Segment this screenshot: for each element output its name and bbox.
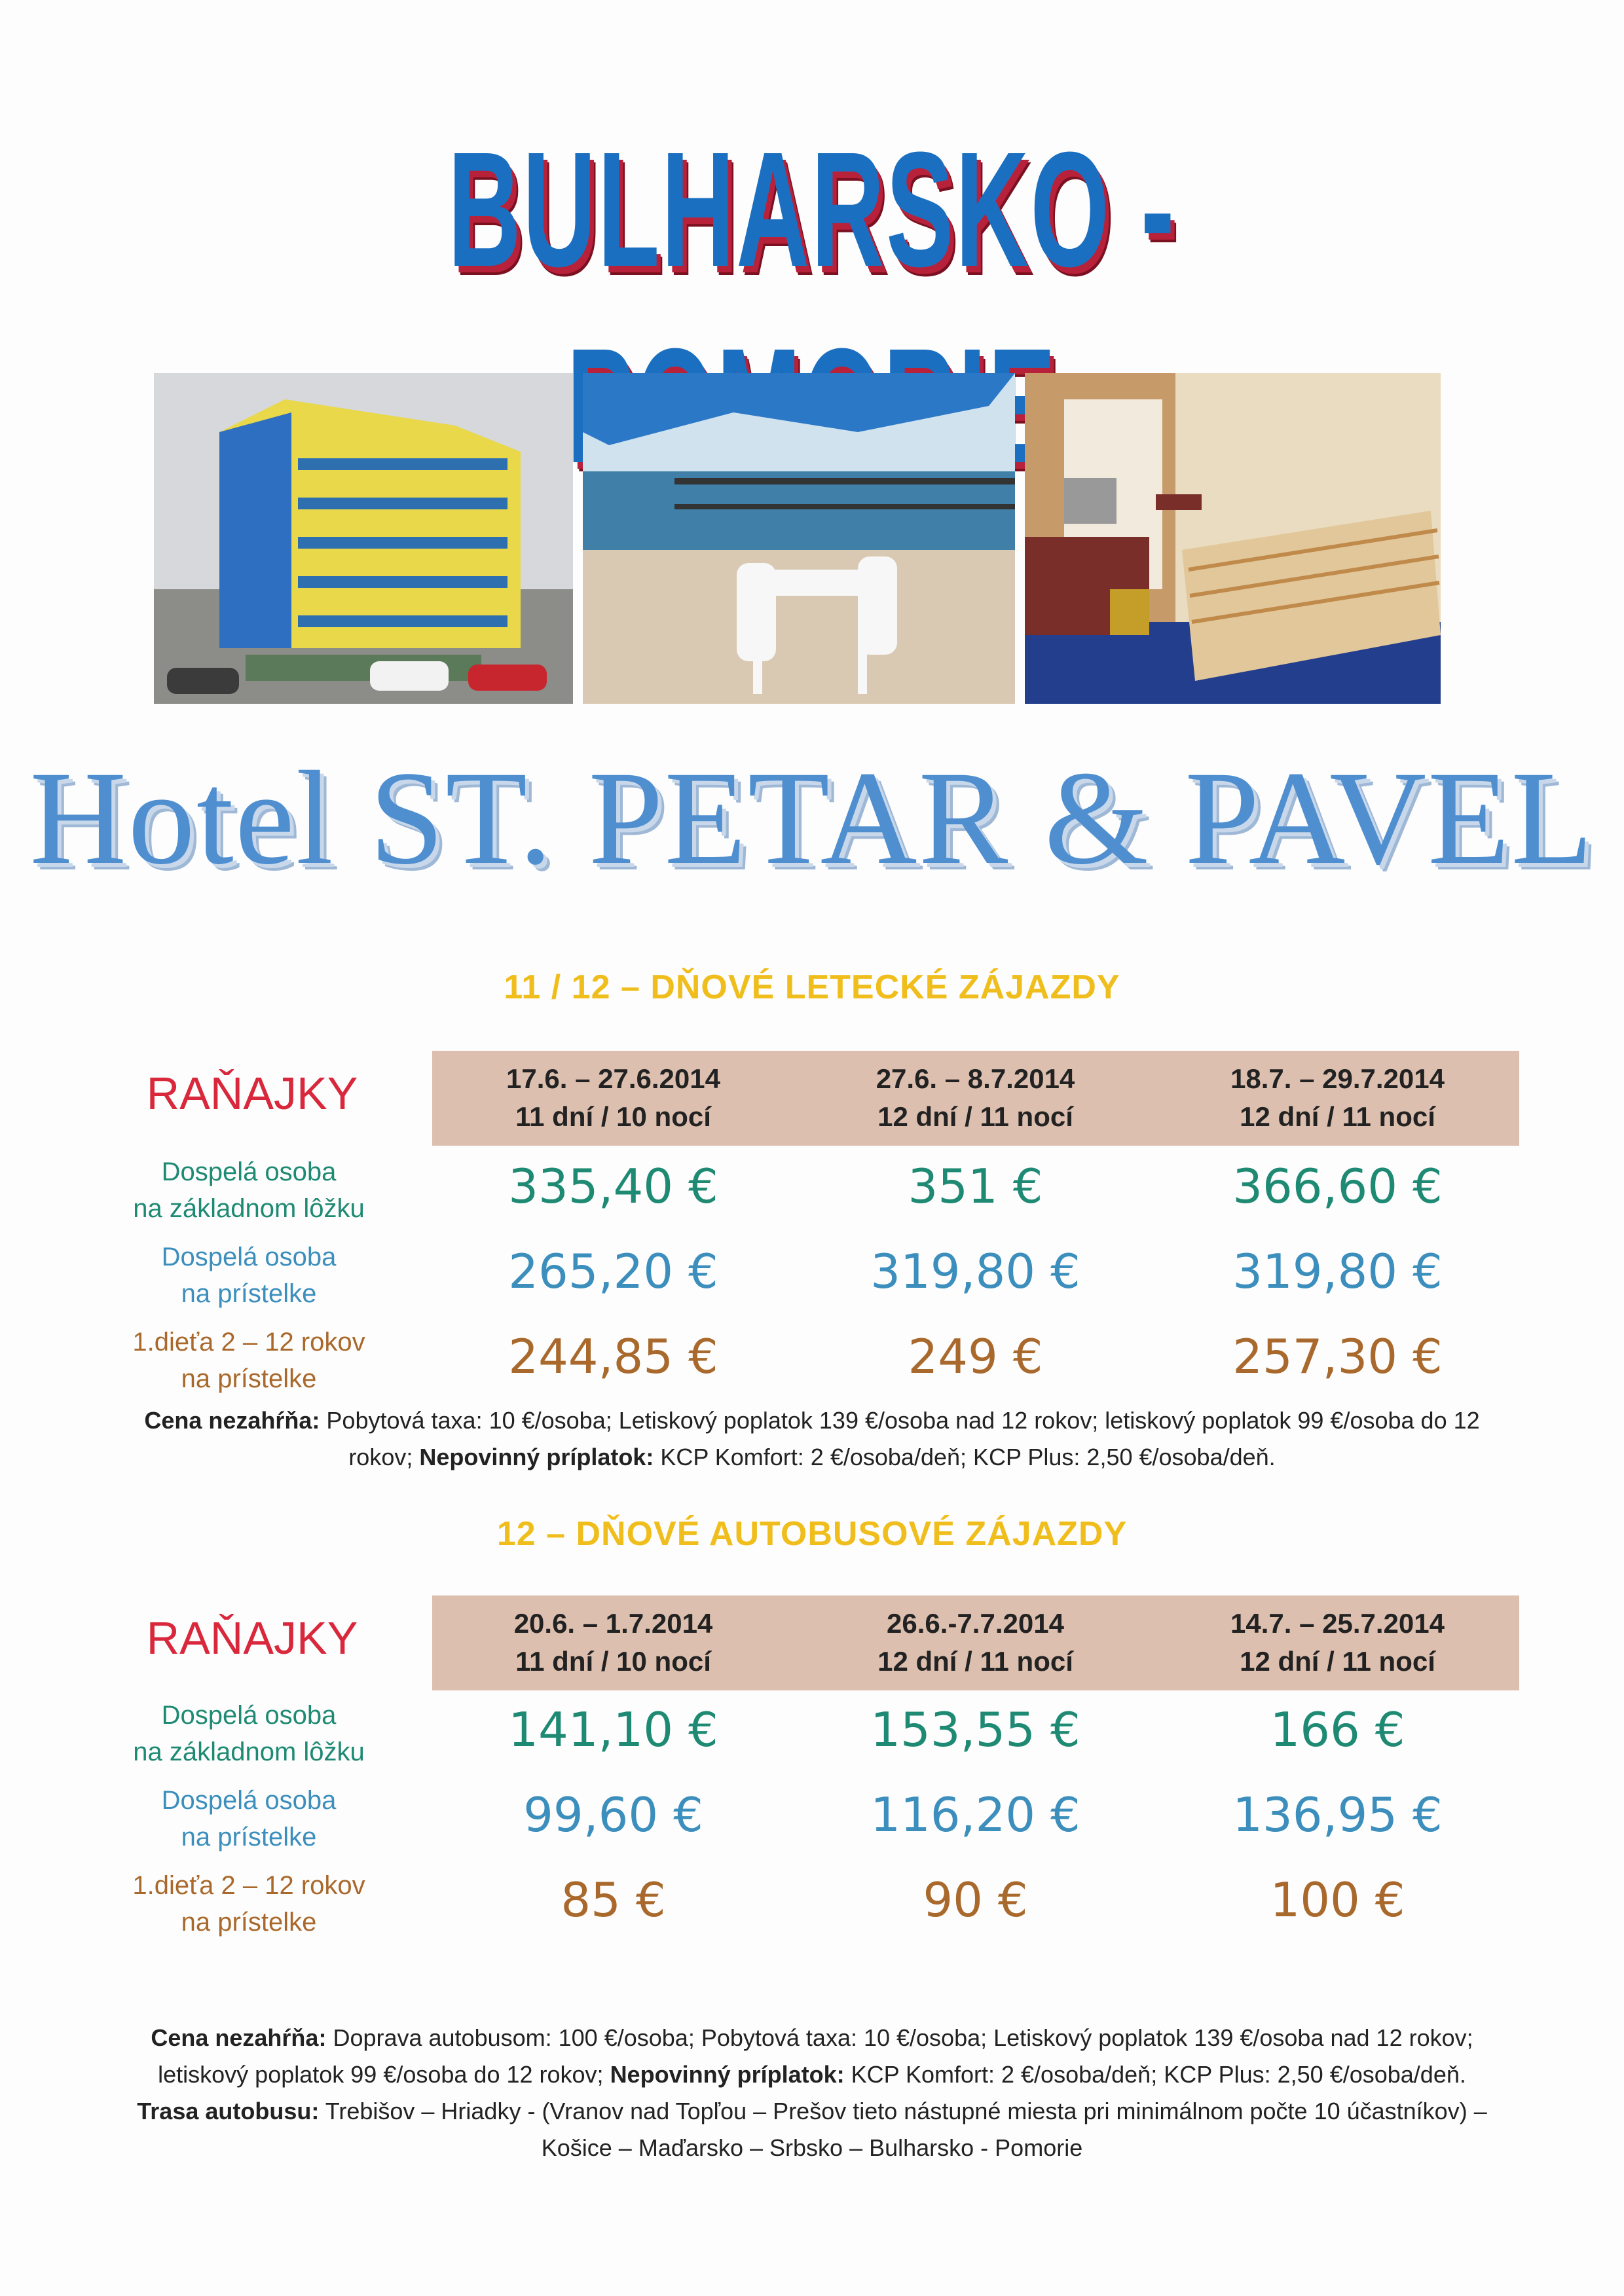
row-label-adult-main-bed: [92, 1697, 406, 1770]
note-line: [79, 2020, 1545, 2056]
term-dates: 26.6.-7.7.2014: [887, 1608, 1064, 1639]
meal-plan-label: RAŇAJKY: [146, 1613, 358, 1664]
note-label: Cena nezahŕňa:: [151, 2024, 327, 2051]
meal-plan-label: RAŇAJKY: [146, 1068, 358, 1119]
row-label-adult-extra-bed: [92, 1239, 406, 1312]
note-label: Cena nezahŕňa:: [144, 1407, 320, 1434]
date-column: [794, 1595, 1156, 1690]
row-label-adult-main-bed: [92, 1154, 406, 1227]
price-cell: 141,10 €: [508, 1702, 718, 1757]
note-text: Doprava autobusom: 100 €/osoba; Pobytová taxa: 10 €/osoba; Letiskový poplatok 139 €/osoba nad 12 rokov;: [326, 2024, 1473, 2051]
note-text: rokov;: [348, 1444, 420, 1470]
row-label-line: na prístelke: [181, 1364, 317, 1393]
price-cell: 265,20 €: [508, 1244, 718, 1299]
date-column: [1156, 1051, 1519, 1146]
row-label-line: Dospelá osoba: [161, 1157, 337, 1186]
date-column: [432, 1595, 794, 1690]
price-cell: 335,40 €: [508, 1159, 718, 1214]
price-cell: 166 €: [1270, 1702, 1405, 1757]
route-line: [79, 2093, 1545, 2130]
row-label-line: na prístelke: [181, 1908, 317, 1937]
row-label-line: na prístelke: [181, 1279, 317, 1308]
row-label-line: na základnom lôžku: [133, 1194, 365, 1223]
price-cell: 249 €: [908, 1329, 1043, 1384]
table-header-bus: [432, 1595, 1519, 1690]
note-text: letiskový poplatok 99 €/osoba do 12 rokov;: [158, 2061, 610, 2088]
hotel-room-photo: [1025, 373, 1441, 704]
date-column: [794, 1051, 1156, 1146]
section-heading-bus: 12 – DŇOVÉ AUTOBUSOVÉ ZÁJAZDY: [496, 1515, 1128, 1553]
photo-strip: [154, 373, 1441, 704]
term-length: 12 dní / 11 nocí: [877, 1101, 1073, 1132]
price-cell: 319,80 €: [1232, 1244, 1443, 1299]
price-cell: 257,30 €: [1232, 1329, 1443, 1384]
poster-title: BULHARSKO -: [447, 118, 1177, 301]
price-cell: 116,20 €: [870, 1787, 1080, 1842]
price-notes-flights: [79, 1402, 1545, 1476]
section-heading-flights: 11 / 12 – DŇOVÉ LETECKÉ ZÁJAZDY: [504, 968, 1120, 1006]
route-line: Košice – Maďarsko – Srbsko – Bulharsko - Pomorie: [541, 2134, 1083, 2161]
note-line: [79, 2056, 1545, 2093]
row-label-adult-extra-bed: [92, 1782, 406, 1855]
term-dates: 20.6. – 1.7.2014: [513, 1608, 713, 1639]
term-length: 12 dní / 11 nocí: [1240, 1101, 1435, 1132]
row-label-line: Dospelá osoba: [161, 1786, 337, 1815]
date-column: [432, 1051, 794, 1146]
note-text: KCP Komfort: 2 €/osoba/deň; KCP Plus: 2,50 €/osoba/deň.: [654, 1444, 1276, 1470]
term-length: 11 dní / 10 nocí: [515, 1101, 711, 1132]
route-text: Trebišov – Hriadky - (Vranov nad Topľou – Prešov tieto nástupné miesta pri minimálnom počte 10 účastníkov) –: [319, 2098, 1487, 2124]
note-line: [79, 1439, 1545, 1476]
price-cell: 153,55 €: [870, 1702, 1080, 1757]
row-label-line: 1.dieťa 2 – 12 rokov: [132, 1328, 365, 1357]
term-length: 12 dní / 11 nocí: [877, 1646, 1073, 1677]
hotel-name: Hotel ST. PETAR & PAVEL: [29, 744, 1595, 892]
note-text: KCP Komfort: 2 €/osoba/deň; KCP Plus: 2,50 €/osoba/deň.: [844, 2061, 1466, 2088]
table-header-flights: [432, 1051, 1519, 1146]
price-cell: 85 €: [561, 1872, 666, 1927]
row-label-child-extra-bed: [92, 1324, 406, 1397]
row-label-line: Dospelá osoba: [161, 1243, 337, 1271]
row-label-line: 1.dieťa 2 – 12 rokov: [132, 1871, 365, 1900]
hotel-building-photo: [154, 373, 573, 704]
term-dates: 17.6. – 27.6.2014: [506, 1063, 720, 1094]
note-line: [79, 1402, 1545, 1439]
price-cell: 319,80 €: [870, 1244, 1080, 1299]
note-label: Nepovinný príplatok:: [419, 1444, 654, 1470]
term-dates: 18.7. – 29.7.2014: [1230, 1063, 1445, 1094]
price-cell: 99,60 €: [523, 1787, 703, 1842]
price-cell: 100 €: [1270, 1872, 1405, 1927]
row-label-line: na prístelke: [181, 1823, 317, 1851]
price-notes-bus: [79, 2020, 1545, 2166]
term-length: 11 dní / 10 nocí: [515, 1646, 711, 1677]
route-label: Trasa autobusu:: [137, 2098, 320, 2124]
row-label-child-extra-bed: [92, 1867, 406, 1941]
price-cell: 90 €: [923, 1872, 1028, 1927]
term-length: 12 dní / 11 nocí: [1240, 1646, 1435, 1677]
date-column: [1156, 1595, 1519, 1690]
price-cell: 366,60 €: [1232, 1159, 1443, 1214]
price-cell: 351 €: [908, 1159, 1043, 1214]
terrace-sea-photo: [583, 373, 1015, 704]
note-label: Nepovinný príplatok:: [610, 2061, 845, 2088]
price-cell: 136,95 €: [1232, 1787, 1443, 1842]
row-label-line: Dospelá osoba: [161, 1701, 337, 1730]
term-dates: 14.7. – 25.7.2014: [1230, 1608, 1445, 1639]
price-cell: 244,85 €: [508, 1329, 718, 1384]
row-label-line: na základnom lôžku: [133, 1738, 365, 1766]
term-dates: 27.6. – 8.7.2014: [876, 1063, 1075, 1094]
note-text: Pobytová taxa: 10 €/osoba; Letiskový poplatok 139 €/osoba nad 12 rokov; letiskový poplatok 99 €/osoba do 12: [320, 1407, 1480, 1434]
